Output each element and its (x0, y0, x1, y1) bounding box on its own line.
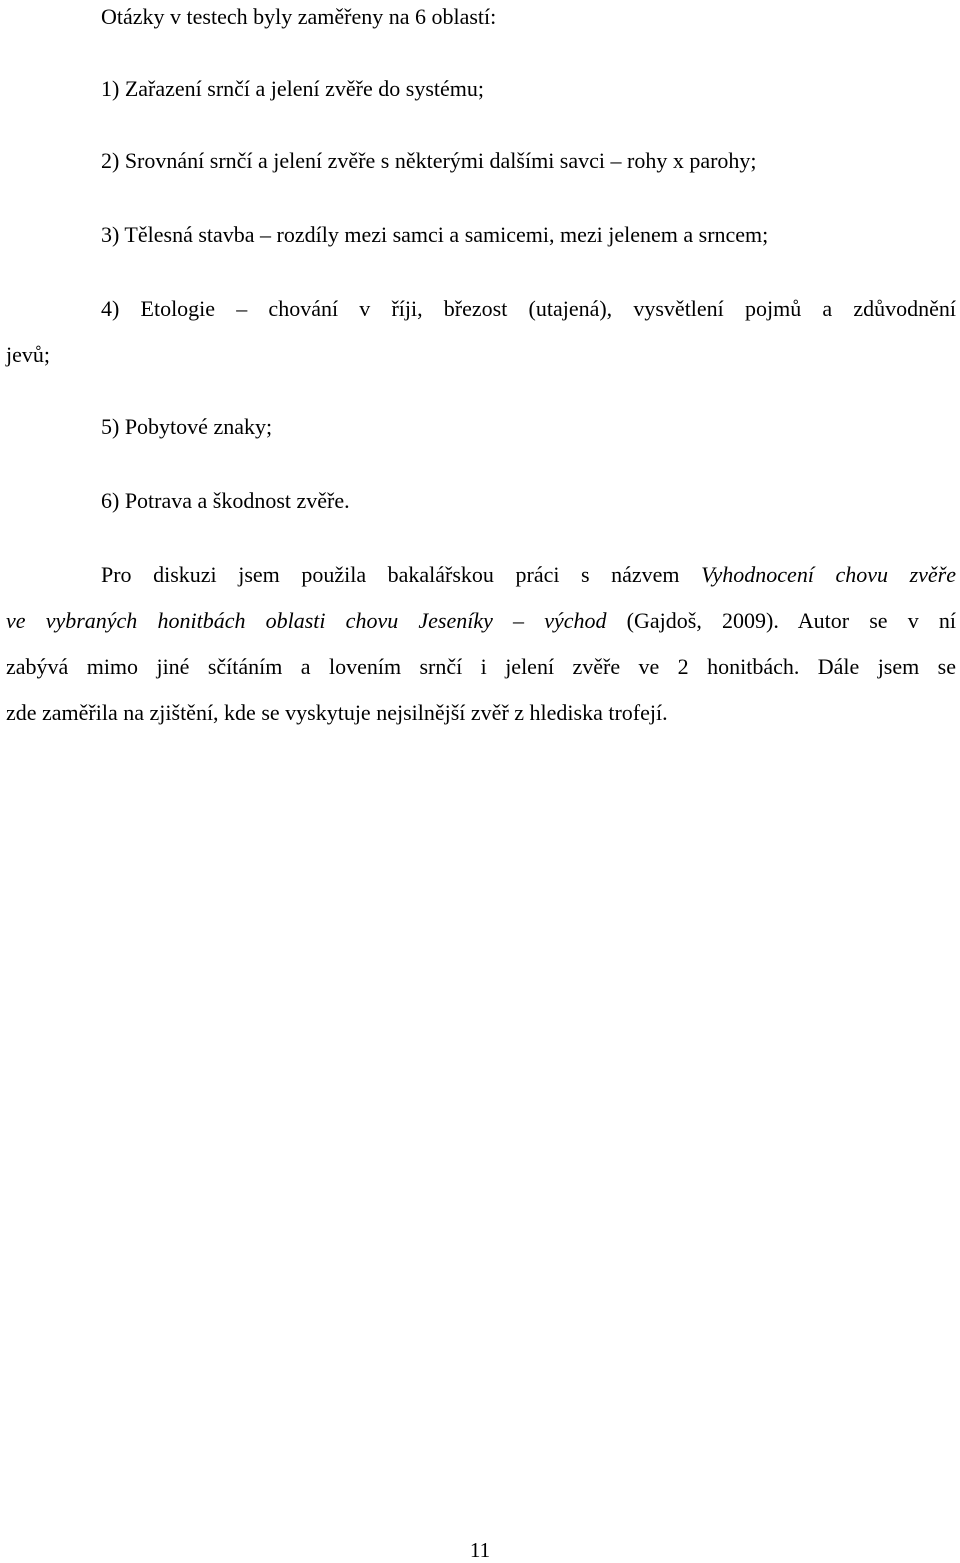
paragraph-line-2-text: (Gajdoš, 2009). Autor se v ní (626, 608, 957, 633)
list-item-4-continuation: jevů; (6, 342, 50, 367)
paragraph-line-2 (6, 608, 956, 634)
list-item-3: 3) Tělesná stavba – rozdíly mezi samci a samicemi, mezi jelenem a srncem; (101, 222, 769, 247)
paragraph-line-3: zabývá mimo jiné sčítáním a lovením srnčí i jelení zvěře ve 2 honitbách. Dále jsem se (6, 654, 956, 679)
paragraph-line-1 (101, 562, 956, 588)
list-item-2: 2) Srovnání srnčí a jelení zvěře s některými dalšími savci – rohy x parohy; (101, 148, 757, 173)
thesis-title-part-1: Vyhodnocení chovu zvěře (701, 562, 956, 587)
paragraph-line-4: zde zaměřila na zjištění, kde se vyskytuje nejsilnější zvěř z hlediska trofejí. (6, 700, 668, 725)
intro-text: Otázky v testech byly zaměřeny na 6 oblastí: (101, 4, 497, 29)
list-item-4: 4) Etologie – chování v říji, březost (utajená), vysvětlení pojmů a zdůvodnění (101, 296, 956, 321)
paragraph-line-1-text: Pro diskuzi jsem použila bakalářskou práci s názvem (101, 562, 680, 587)
thesis-title-part-2: ve vybraných honitbách oblasti chovu Jeseníky – východ (6, 608, 607, 633)
page-number: 11 (469, 1538, 491, 1562)
list-item-5: 5) Pobytové znaky; (101, 414, 273, 439)
list-item-1: 1) Zařazení srnčí a jelení zvěře do systému; (101, 76, 485, 101)
list-item-6: 6) Potrava a škodnost zvěře. (101, 488, 350, 513)
